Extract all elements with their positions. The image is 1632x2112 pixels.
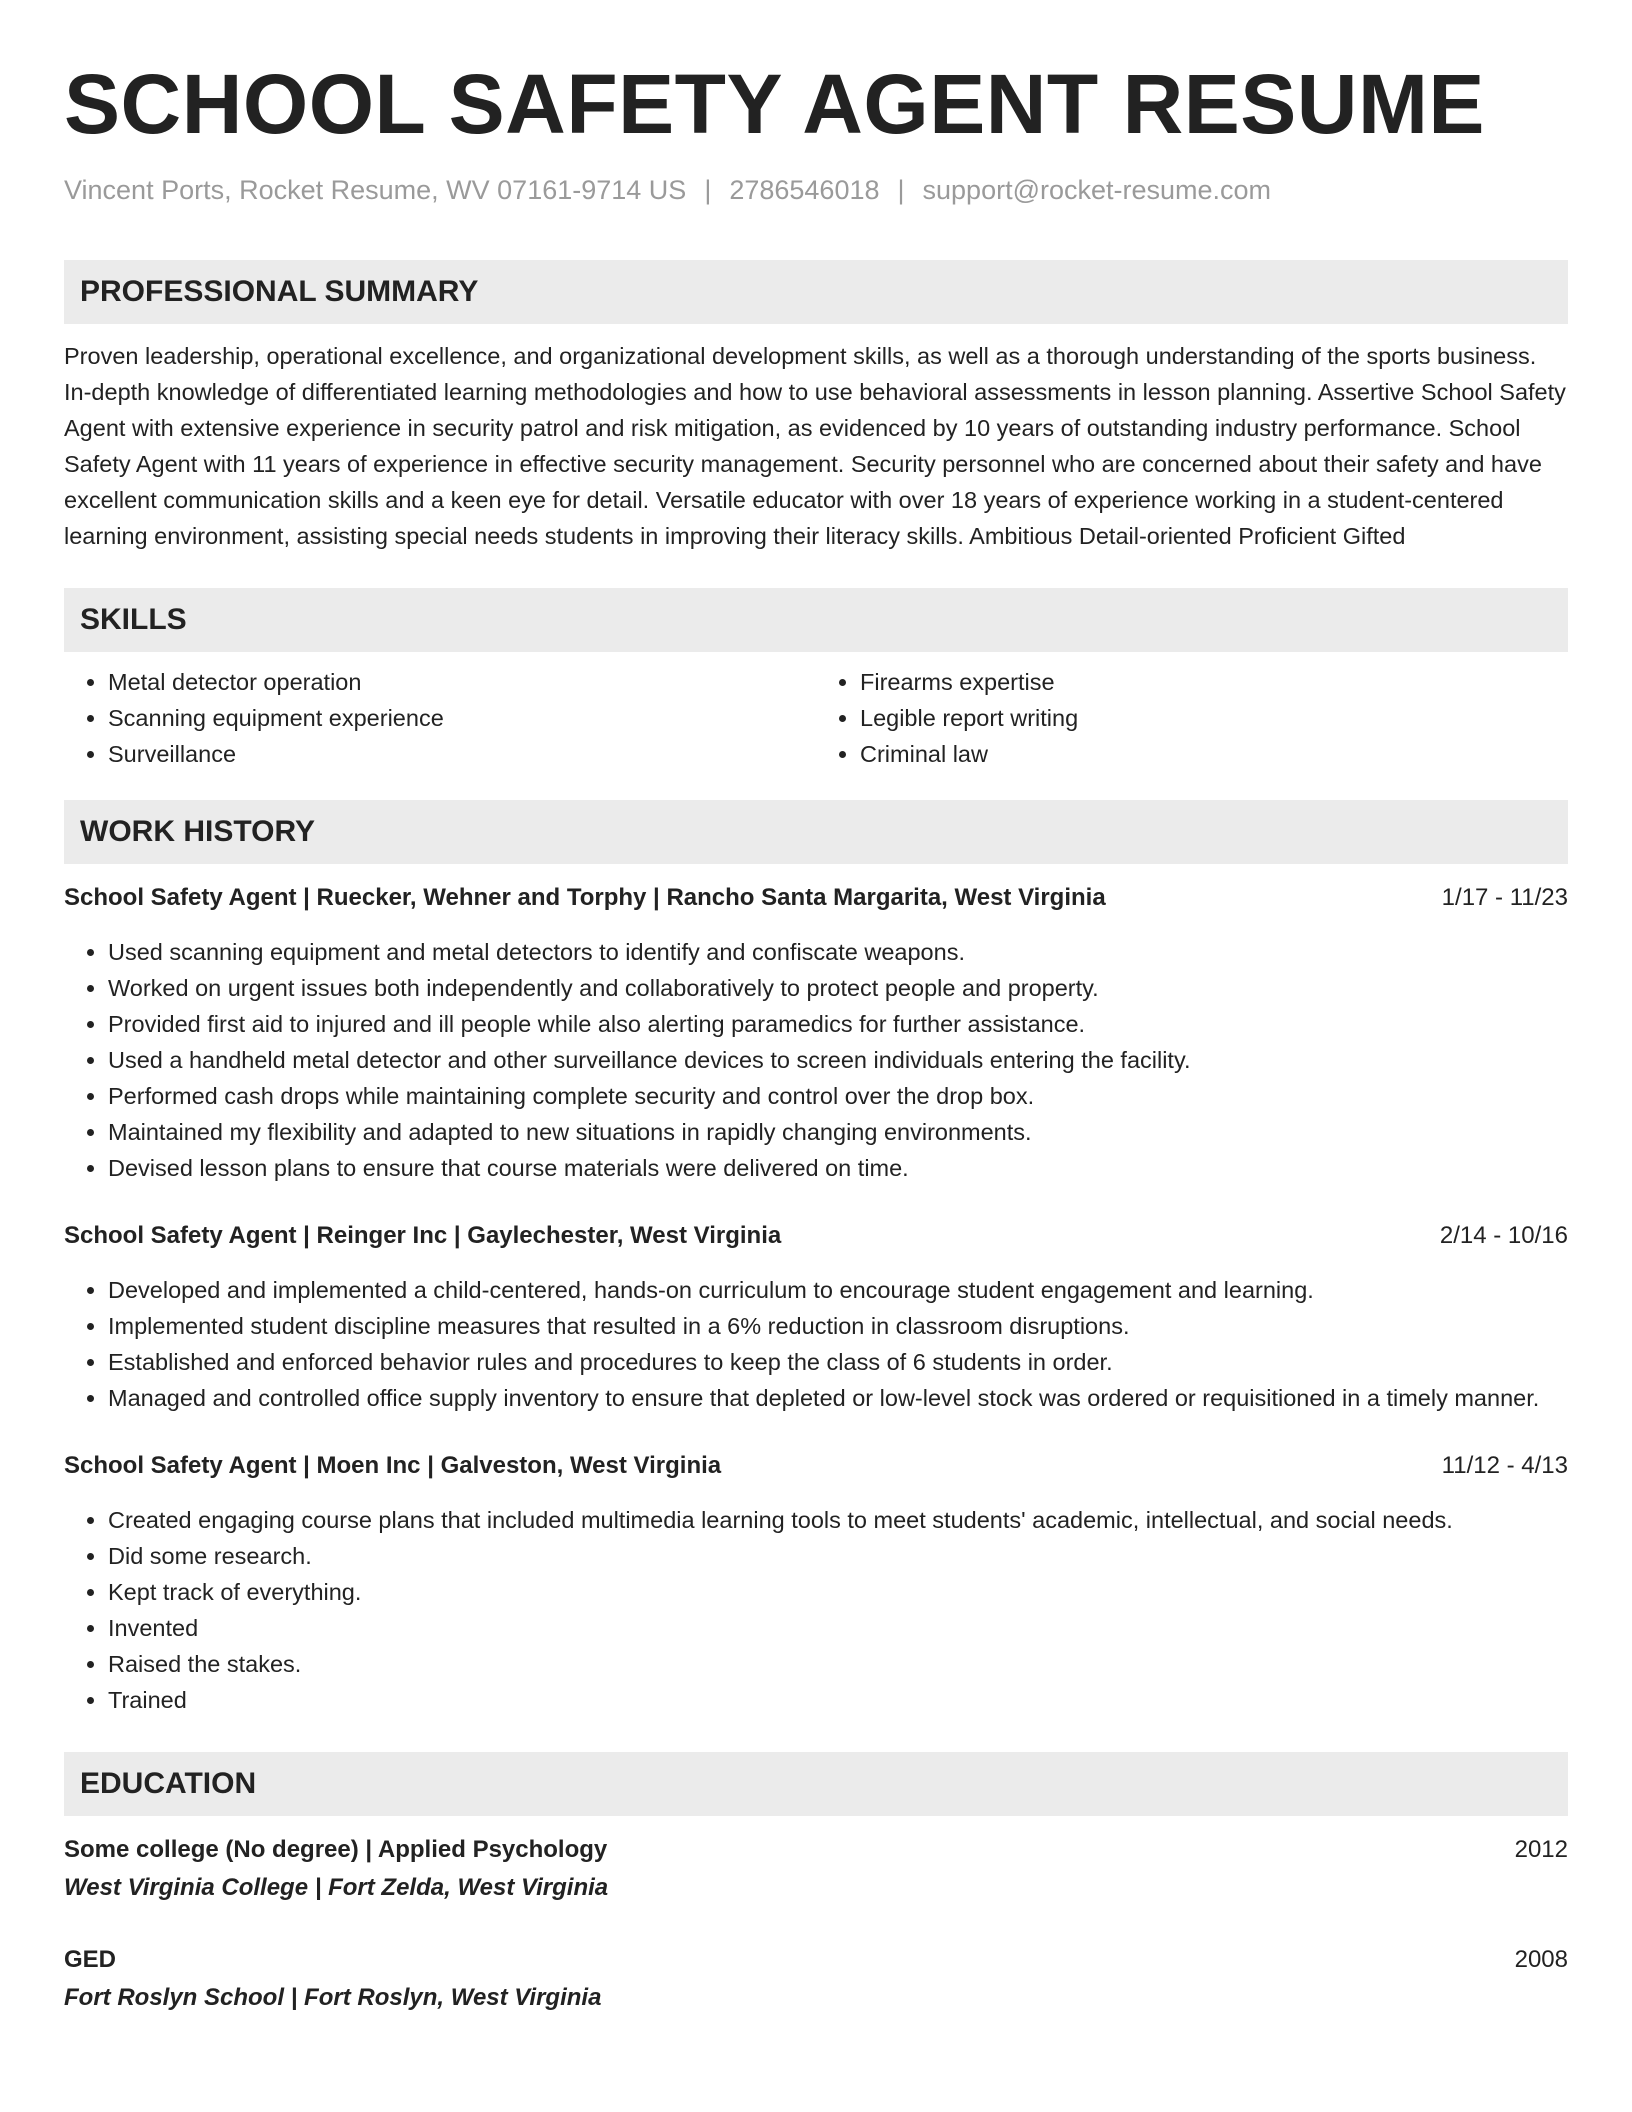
job-bullet: • Kept track of everything. — [108, 1574, 1568, 1610]
section-header-education: EDUCATION — [64, 1752, 1568, 1816]
contact-line — [64, 172, 1568, 208]
job-bullet: • Established and enforced behavior rules and procedures to keep the class of 6 students in order. — [108, 1344, 1568, 1380]
job-dates: 2/14 - 10/16 — [1439, 1222, 1568, 1249]
job-bullet: • Developed and implemented a child-centered, hands-on curriculum to encourage student engagement and learning. — [108, 1272, 1568, 1308]
section-header-summary: PROFESSIONAL SUMMARY — [64, 260, 1568, 324]
skill-item: • Scanning equipment experience — [108, 700, 816, 736]
job-bullet: • Provided first aid to injured and ill people while also alerting paramedics for further assistance. — [108, 1006, 1568, 1042]
education-title: Some college (No degree) | Applied Psychology — [64, 1836, 608, 1863]
skills-grid — [64, 664, 1568, 772]
skills-column-right — [816, 664, 1568, 772]
job-bullets — [64, 1272, 1568, 1416]
education-school: Fort Roslyn School | Fort Roslyn, West Virginia — [64, 1984, 602, 2011]
job-bullet: • Implemented student discipline measures that resulted in a 6% reduction in classroom disruptions. — [108, 1308, 1568, 1344]
section-header-skills: SKILLS — [64, 588, 1568, 652]
education-year: 2008 — [1514, 1946, 1568, 1973]
skill-item: • Metal detector operation — [108, 664, 816, 700]
job-bullet: • Trained — [108, 1682, 1568, 1718]
job-title: School Safety Agent | Reinger Inc | Gaylechester, West Virginia — [64, 1222, 782, 1249]
job-bullet: • Maintained my flexibility and adapted to new situations in rapidly changing environments. — [108, 1114, 1568, 1150]
job-bullet: • Created engaging course plans that included multimedia learning tools to meet students' academic, intellectual, and social needs. — [108, 1502, 1568, 1538]
job-bullet: • Used a handheld metal detector and other surveillance devices to screen individuals entering the facility. — [108, 1042, 1568, 1078]
skills-column-left — [64, 664, 816, 772]
education-title: GED — [64, 1946, 117, 1973]
contact-phone: 2786546018 — [729, 175, 880, 205]
job-bullet: • Devised lesson plans to ensure that course materials were delivered on time. — [108, 1150, 1568, 1186]
contact-separator: | — [897, 175, 905, 205]
contact-email: support@rocket-resume.com — [922, 175, 1272, 205]
contact-address: Vincent Ports, Rocket Resume, WV 07161-9714 US — [64, 175, 687, 205]
skill-item: • Surveillance — [108, 736, 816, 772]
resume-page — [64, 48, 1568, 2016]
job-bullet: • Raised the stakes. — [108, 1646, 1568, 1682]
skill-item: • Firearms expertise — [860, 664, 1568, 700]
section-header-work: WORK HISTORY — [64, 800, 1568, 864]
job-heading — [64, 1448, 1568, 1484]
summary-text: Proven leadership, operational excellence, and organizational development skills, as well as a thorough understanding of the sports business. In-depth knowledge of differentiated learning methodologies and how to use behavioral assessments in lesson planning. Assertive School Safety Agent with extensive experience in security patrol and risk mitigation, as evidenced by 10 years of outstanding industry performance. School Safety Agent with 11 years of experience in effective security management. Security personnel who are concerned about their safety and have excellent communication skills and a keen eye for detail. Versatile educator with over 18 years of experience working in a student-centered learning environment, assisting special needs students in improving their literacy skills. Ambitious Detail-oriented Proficient Gifted — [64, 343, 1566, 549]
job-bullet: • Performed cash drops while maintaining complete security and control over the drop box. — [108, 1078, 1568, 1114]
job-bullet: • Worked on urgent issues both independently and collaboratively to protect people and property. — [108, 970, 1568, 1006]
job-dates: 1/17 - 11/23 — [1441, 884, 1568, 911]
job-title: School Safety Agent | Moen Inc | Galveston, West Virginia — [64, 1452, 722, 1479]
education-year: 2012 — [1514, 1836, 1568, 1863]
job-bullet: • Invented — [108, 1610, 1568, 1646]
skill-item: • Criminal law — [860, 736, 1568, 772]
job-bullet: • Did some research. — [108, 1538, 1568, 1574]
job-bullets — [64, 934, 1568, 1186]
job-heading — [64, 880, 1568, 916]
job-title: School Safety Agent | Ruecker, Wehner and Torphy | Rancho Santa Margarita, West Virginia — [64, 884, 1106, 911]
skill-item: • Legible report writing — [860, 700, 1568, 736]
job-bullets — [64, 1502, 1568, 1718]
job-dates: 11/12 - 4/13 — [1441, 1452, 1568, 1479]
education-school: West Virginia College | Fort Zelda, West Virginia — [64, 1874, 609, 1901]
job-bullet: • Used scanning equipment and metal detectors to identify and confiscate weapons. — [108, 934, 1568, 970]
job-bullet: • Managed and controlled office supply inventory to ensure that depleted or low-level stock was ordered or requisitioned in a timely manner. — [108, 1380, 1568, 1416]
resume-title: SCHOOL SAFETY AGENT RESUME — [64, 57, 1485, 151]
job-heading — [64, 1218, 1568, 1254]
education-heading — [64, 1832, 1568, 1868]
contact-separator: | — [704, 175, 712, 205]
education-heading — [64, 1942, 1568, 1978]
